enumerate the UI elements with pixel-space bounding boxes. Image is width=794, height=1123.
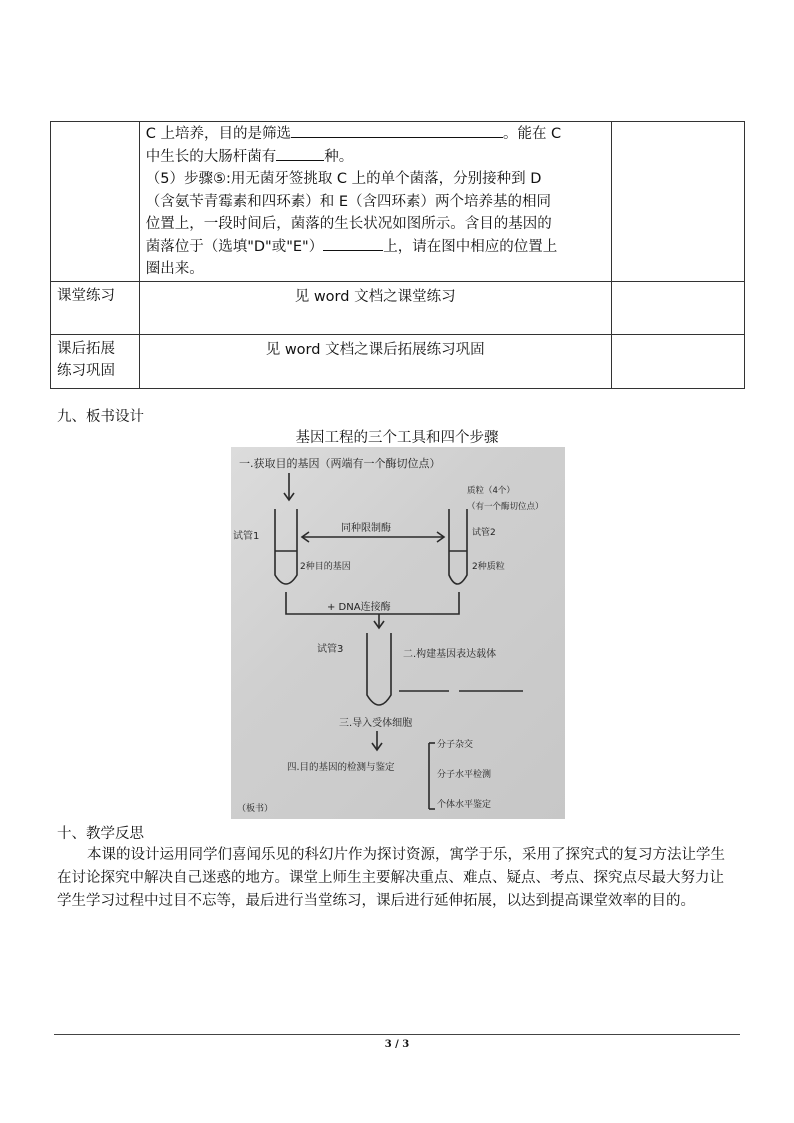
row-label-cell [51,281,140,334]
table-row [51,334,745,388]
answer-blank[interactable] [291,123,503,138]
question-line: 位置上，一段时间后，菌落的生长状况如图所示。含目的基因的 [145,216,552,232]
footer-divider [54,1034,740,1035]
board-step4: 四.目的基因的检测与鉴定 [287,762,395,773]
table-cell-empty [611,122,744,282]
question-line: 种。 [324,148,354,165]
question-cell [139,122,611,282]
question-line: 圈出来。 [145,261,204,277]
board-branch: 分子水平检测 [437,770,492,780]
board-sketch [231,447,565,819]
reflection-paragraph: 本课的设计运用同学们喜闻乐见的科幻片作为探讨资源，寓学于乐，采用了探究式的复习方法让学生在讨论探究中解决自己迷惑的地方。课堂上师生主要解决重点、难点、疑点、考点、探究点尽最大努力让学生学习过程中过目不忘等，最后进行当堂练习，课后进行延伸拓展，以达到提高课堂效率的目的。 [57,847,725,909]
content-text: 见 word 文档之课堂练习 [294,288,456,305]
question-text [140,122,611,281]
question-line: 上，请在图中相应的位置上 [383,238,558,255]
board-plasmid-note: （有一个酶切位点） [467,502,544,512]
board-subtitle: 基因工程的三个工具和四个步骤 [295,430,499,446]
table-row [51,122,745,282]
section-heading: 十、教学反思 [57,826,144,842]
page-number: 3 / 3 [384,1039,410,1050]
content-cell [139,334,611,388]
question-line: （5）步骤⑤:用无菌牙签挑取 C 上的单个菌落，分别接种到 D [145,171,542,187]
board-tube3-label: 试管3 [317,644,344,655]
board-branch: 个体水平鉴定 [437,800,492,810]
content-cell [139,281,611,334]
answer-blank[interactable] [323,236,383,251]
board-tube1-label: 试管1 [233,531,260,542]
board-ligase: + DNA连接酶 [327,602,391,613]
question-line: C 上培养，目的是筛选 [145,126,291,142]
table-cell-empty [611,281,744,334]
answer-blank[interactable] [276,146,324,161]
row-label-cell [51,334,140,388]
question-line: 。能在 C [502,126,562,142]
board-design-image [231,447,565,819]
lesson-table [50,121,745,389]
question-line: 中生长的大肠杆菌有 [145,148,277,165]
row-label: 课堂练习 [57,287,115,304]
board-branch: 分子杂交 [437,740,474,750]
question-line: （含氨苄青霉素和四环素）和 E（含四环素）两个培养基的相同 [145,193,551,210]
board-step3: 三.导入受体细胞 [339,718,413,729]
table-cell-empty [611,334,744,388]
board-step2: 二.构建基因表达载体 [403,649,497,660]
board-tube1-note: 2种目的基因 [300,562,351,572]
board-plasmid: 质粒（4个） [467,486,515,496]
board-tube2-label: 试管2 [472,528,496,538]
board-mark: （板书） [237,804,274,814]
content-text: 见 word 文档之课后拓展练习巩固 [265,341,485,358]
section-heading: 九、板书设计 [57,409,144,425]
row-label [51,335,139,385]
board-step1: 一.获取目的基因（两端有一个酶切位点） [239,457,441,470]
row-label-line: 练习巩固 [57,362,115,379]
table-row [51,281,745,334]
row-label-line: 课后拓展 [57,340,115,357]
board-tube2-note: 2种质粒 [472,562,505,572]
board-enzyme: 同种限制酶 [341,523,391,534]
question-line: 菌落位于（选填"D"或"E"） [145,238,324,255]
table-cell-empty [51,122,140,282]
